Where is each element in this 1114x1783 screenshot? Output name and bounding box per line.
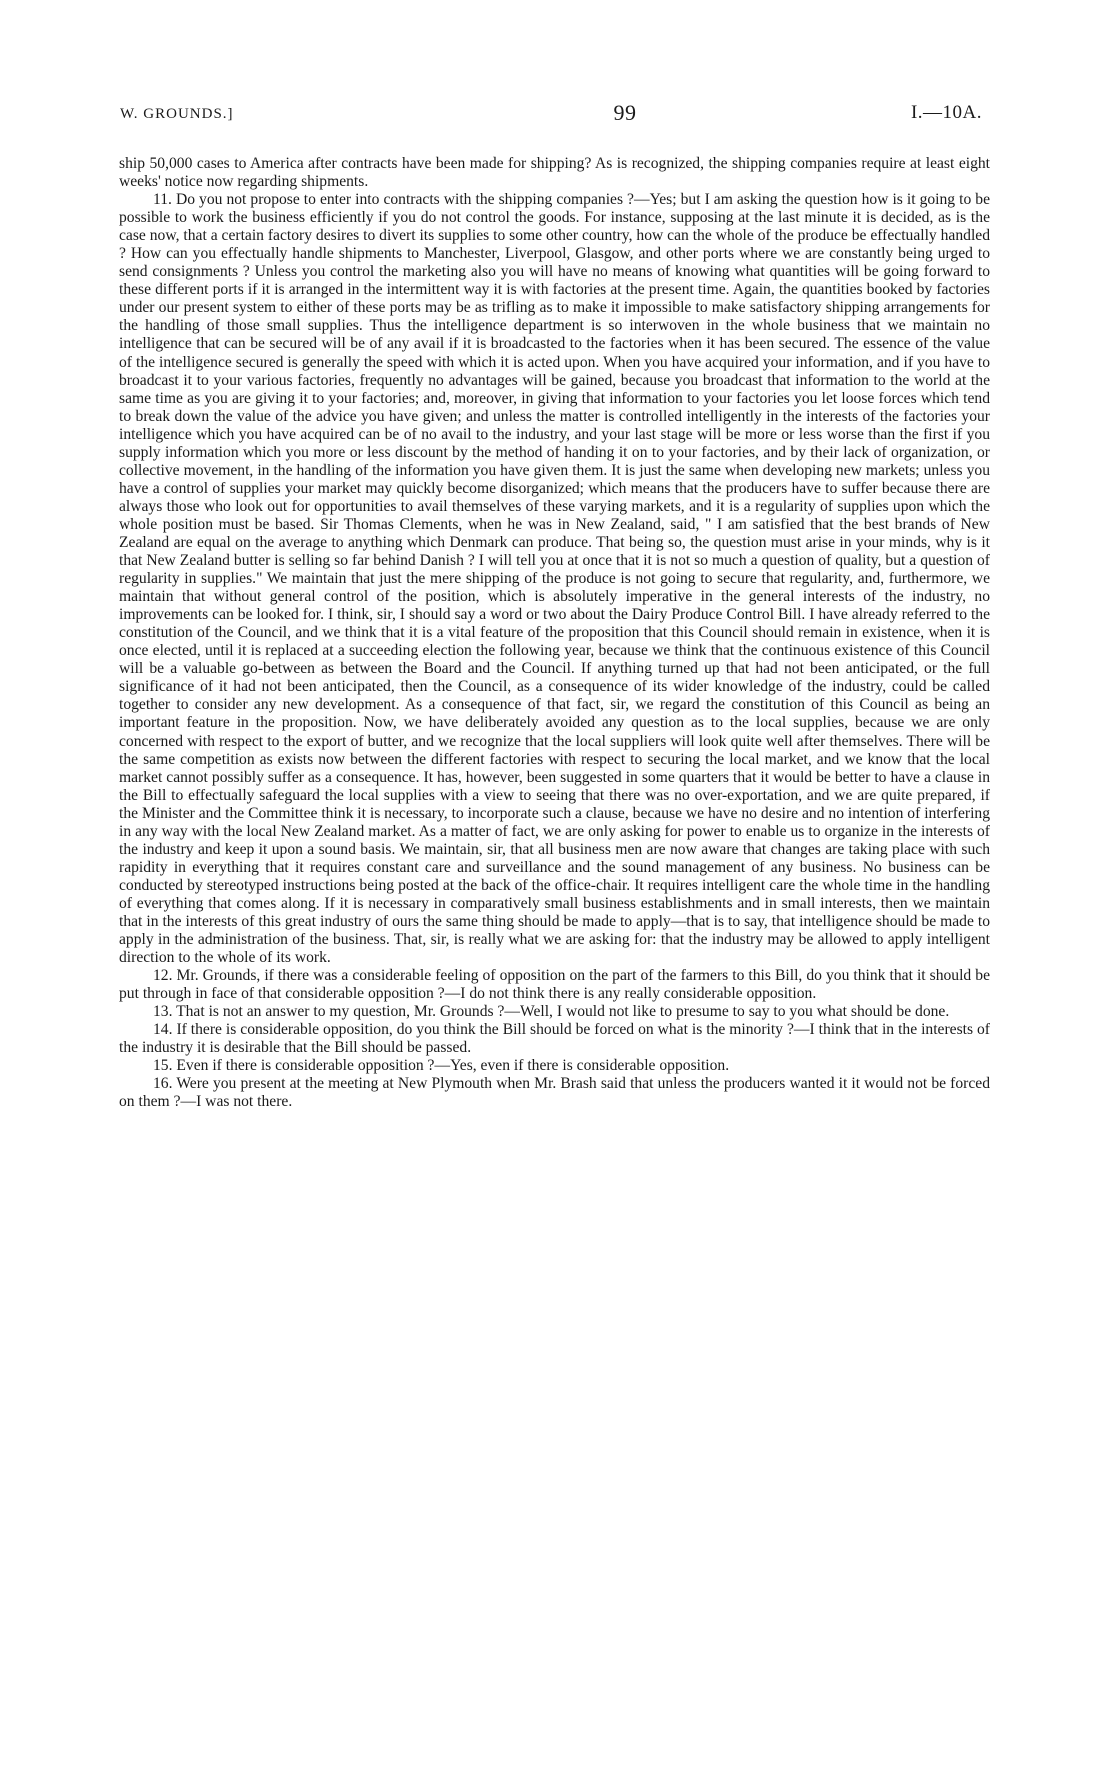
- page-header: [120, 100, 982, 130]
- paragraph-question-11: 11. Do you not propose to enter into contracts with the shipping companies ?—Yes; but I am asking the question how is it going to be possible to work the business efficiently if you do not control the goods. For instance, supposing at the last minute it is decided, as is the case now, that a certain factory desires to divert its supplies to some other country, how can the whole of the produce be effectually handled ? How can you effectually handle shipments to Manchester, Liverpool, Glasgow, and other ports where we are constantly being urged to send consignments ? Unless you control the marketing also you will have no means of knowing what quantities will be going forward to these different ports if it is arranged in the intermittent way it is with factories at the present time. Again, the quantities booked by factories under our present system to either of these ports may be as trifling as to make it impossible to make satisfactory shipping arrangements for the handling of those small supplies. Thus the intelligence department is so interwoven in the whole business that we maintain no intelligence that can be secured will be of any avail if it is broadcasted to the factories when it has been secured. The essence of the value of the intelligence secured is generally the speed with which it is acted upon. When you have acquired your information, and if you have to broadcast it to your various factories, frequently no advantages will be gained, because you broadcast that information to the world at the same time as you are giving it to your factories; and, moreover, in giving that information to your factories you let loose forces which tend to break down the value of the advice you have given; and unless the matter is controlled intelligently in the interests of the factories your intelligence which you have acquired can be of no avail to the industry, and your last stage will be more or less worse than the first if you supply information which you more or less discount by the method of handing it on to your factories, and by their lack of organization, or collective movement, in the handling of the information you have given them. It is just the same when developing new markets; unless you have a control of supplies your market may quickly become disorganized; which means that the producers have to suffer because there are always those who look out for opportunities to avail themselves of these varying markets, and it is a regularity of supplies upon which the whole position must be based. Sir Thomas Clements, when he was in New Zealand, said, " I am satisfied that the best brands of New Zealand are equal on the average to anything which Denmark can produce. That being so, the question must arise in your minds, why is it that New Zealand butter is selling so far behind Danish ? I will tell you at once that it is not so much a question of quality, but a question of regularity in supplies." We maintain that just the mere shipping of the produce is not going to secure that regularity, and, furthermore, we maintain that without general control of the position, which is absolutely imperative in the general interests of the industry, no improvements can be looked for. I think, sir, I should say a word or two about the Dairy Produce Control Bill. I have already referred to the constitution of the Council, and we think that it is a vital feature of the proposition that this Council should remain in existence, when it is once elected, until it is replaced at a succeeding election the following year, because we think that the continuous existence of this Council will be a valuable go-between as between the Board and the Council. If anything turned up that had not been anticipated, or the full significance of it had not been anticipated, then the Council, as a consequence of its wider knowledge of the industry, could be called together to consider any new development. As a consequence of that fact, sir, we regard the constitution of this Council as being an important feature in the proposition. Now, we have deliberately avoided any question as to the local supplies, because we are only concerned with respect to the export of butter, and we recognize that the local suppliers will look quite well after themselves. There will be the same competition as exists now between the different factories with respect to securing the local market, and we know that the local market cannot possibly suffer as a consequence. It has, however, been suggested in some quarters that it would be better to have a clause in the Bill to effectually safeguard the local supplies with a view to seeing that there was no over-exportation, and we are quite prepared, if the Minister and the Committee think it is necessary, to incorporate such a clause, because we have no desire and no intention of interfering in any way with the local New Zealand market. As a matter of fact, we are only asking for power to enable us to organize in the interests of the industry and keep it upon a sound basis. We maintain, sir, that all business men are now aware that changes are taking place with such rapidity in everything that it requires constant care and surveillance and the sound management of any business. No business can be conducted by stereotyped instructions being posted at the back of the office-chair. It requires intelligent care the whole time in the handling of everything that comes along. If it is necessary in comparatively small business establishments and in small interests, then we maintain that in the interests of this great industry of ours the same thing should be made to apply—that is to say, that intelligence should be made to apply in the administration of the business. That, sir, is really what we are asking for: that the industry may be allowed to apply intelligent direction to the whole of its work.: [119, 191, 990, 967]
- header-witness-name: W. GROUNDS.]: [120, 106, 234, 122]
- paragraph-question-16: 16. Were you present at the meeting at New Plymouth when Mr. Brash said that unless the producers wanted it it would not be forced on them ?—I was not there.: [119, 1075, 990, 1111]
- paragraph-question-15: 15. Even if there is considerable opposition ?—Yes, even if there is considerable opposition.: [153, 1057, 730, 1075]
- paragraph-question-13: 13. That is not an answer to my question, Mr. Grounds ?—Well, I would not like to presume to say to you what should be done.: [153, 1003, 950, 1021]
- paragraph-question-14: 14. If there is considerable opposition, do you think the Bill should be forced on what is the minority ?—I think that in the interests of the industry it is desirable that the Bill should be passed.: [119, 1021, 990, 1057]
- document-body: [119, 155, 990, 1111]
- page-number: 99: [613, 100, 637, 125]
- paragraph-question-12: 12. Mr. Grounds, if there was a considerable feeling of opposition on the part of the farmers to this Bill, do you think that it should be put through in face of that considerable opposition ?—I do not think there is any really considerable opposition.: [119, 967, 990, 1003]
- paragraph-continuation: ship 50,000 cases to America after contracts have been made for shipping? As is recognized, the shipping companies require at least eight weeks' notice now regarding shipments.: [119, 155, 990, 191]
- document-reference: I.—10A.: [910, 102, 982, 123]
